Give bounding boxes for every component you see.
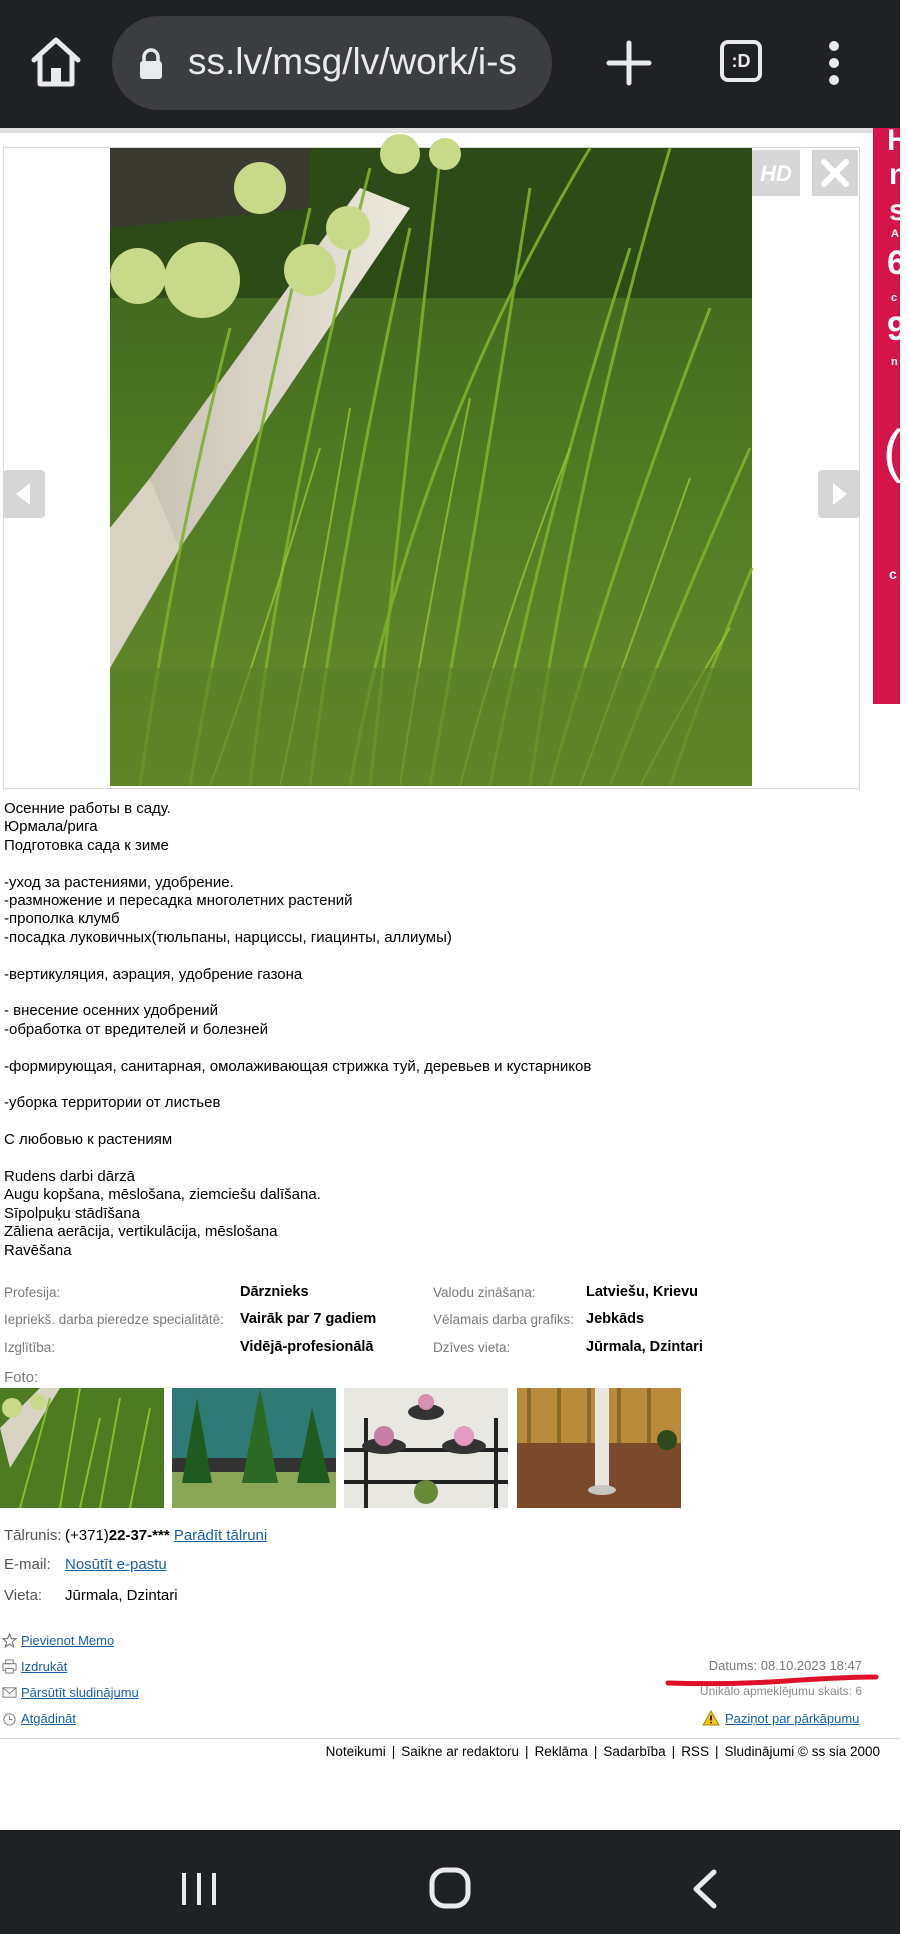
text-line: -уход за растениями, удобрение.: [4, 873, 234, 891]
tab-switcher-button[interactable]: :D: [720, 40, 762, 82]
phone-label: Tālrunis:: [4, 1527, 62, 1544]
home-icon[interactable]: [28, 34, 84, 90]
add-memo-link[interactable]: Pievienot Memo: [21, 1633, 115, 1648]
photo-thumbnail[interactable]: [0, 1388, 164, 1508]
hd-label: HD: [760, 161, 792, 186]
text-line: Zāliena aerācija, vertikulācija, mēslošana: [4, 1223, 278, 1241]
languages-value: Latviešu, Krievu: [586, 1284, 699, 1300]
place-label: Vieta:: [4, 1587, 43, 1604]
text-line: [4, 1113, 854, 1131]
text-line: -размножение и пересадка многолетних растений: [4, 892, 353, 910]
main-photo[interactable]: [110, 148, 752, 786]
ad-letter: s: [889, 194, 906, 227]
close-icon[interactable]: [812, 150, 858, 196]
footer-links: Noteikumi | Saikne ar redaktoru | Reklāma | Sadarbība | RSS | Sludinājumi © ss sia 2000: [325, 1744, 880, 1759]
url-text[interactable]: ss.lv/msg/lv/work/i-s: [188, 41, 517, 82]
text-line: Юрмала/рига: [4, 818, 98, 836]
ad-letter: c: [891, 292, 898, 304]
text-line: [4, 1039, 854, 1057]
remind-link[interactable]: Atgādināt: [21, 1711, 76, 1726]
ad-letter: n: [889, 158, 908, 191]
text-line: -уборка территории от листьев: [4, 1094, 221, 1112]
ad-date: Datums: 08.10.2023 18:47: [708, 1658, 862, 1673]
printer-icon: [2, 1659, 17, 1674]
footer-link-advertising[interactable]: Reklāma: [534, 1744, 588, 1759]
text-line: Augu kopšana, mēslošana, ziemciešu dalīšana.: [4, 1186, 321, 1204]
chevron-left-icon: [3, 470, 45, 518]
home-nav-icon[interactable]: [428, 1866, 472, 1910]
photo-thumbnail[interactable]: [517, 1388, 681, 1508]
footer-link-cooperation[interactable]: Sadarbība: [603, 1744, 666, 1759]
residence-label: Dzīves vieta:: [433, 1340, 511, 1355]
more-menu-icon[interactable]: [826, 38, 842, 88]
schedule-label: Vēlamais darba grafiks:: [433, 1312, 575, 1327]
chevron-right-icon: [818, 470, 860, 518]
show-phone-link[interactable]: Parādīt tālruni: [173, 1527, 268, 1544]
unique-visits: Unikālo apmeklējumu skaits: 6: [699, 1684, 862, 1698]
text-line: -прополка клумб: [4, 910, 120, 928]
recent-apps-icon[interactable]: [178, 1871, 220, 1907]
text-line: -обработка от вредителей и болезней: [4, 1020, 268, 1038]
languages-label: Valodu zināšana:: [433, 1285, 536, 1300]
profession-label: Profesija:: [4, 1285, 61, 1300]
text-line: Ravēšana: [4, 1241, 72, 1259]
hd-button[interactable]: [752, 150, 800, 196]
ad-letter: A: [891, 228, 899, 240]
new-tab-icon[interactable]: [604, 38, 654, 88]
footer-link-rules[interactable]: Noteikumi: [325, 1744, 386, 1759]
toolbar-divider: [0, 128, 900, 133]
photo-thumbnail[interactable]: [172, 1388, 336, 1508]
text-line: - внесение осенних удобрений: [4, 1002, 218, 1020]
footer-link-rss[interactable]: RSS: [681, 1744, 709, 1759]
report-violation-link[interactable]: Paziņot par pārkāpumu: [725, 1711, 860, 1726]
footer-divider: [0, 1738, 900, 1739]
text-line: -формирующая, санитарная, омолаживающая стрижка туй, деревьев и кустарников: [4, 1057, 592, 1075]
ad-letter: 9: [887, 310, 906, 348]
email-label: E-mail:: [4, 1556, 51, 1573]
annotation-underline: [666, 1673, 878, 1687]
text-line: -вертикуляция, аэрация, удобрение газона: [4, 965, 303, 983]
warning-icon: [702, 1710, 720, 1726]
text-line: [4, 984, 854, 1002]
text-line: С любовью к растениям: [4, 1131, 173, 1149]
text-line: Rudens darbi dārzā: [4, 1168, 135, 1186]
text-line: [4, 947, 854, 965]
text-line: [4, 855, 854, 873]
experience-label: Iepriekš. darba pieredze specialitātē:: [4, 1312, 224, 1327]
experience-value: Vairāk par 7 gadiem: [240, 1311, 377, 1327]
place-value: Jūrmala, Dzintari: [65, 1587, 178, 1604]
ad-letter: 6: [887, 244, 906, 282]
ad-letter: (: [883, 419, 903, 484]
star-icon: [2, 1633, 17, 1648]
phone-prefix: (+371): [65, 1527, 109, 1544]
photos-label: Foto:: [4, 1369, 39, 1386]
schedule-value: Jebkāds: [586, 1311, 645, 1327]
phone-number: 22-37-***: [108, 1527, 170, 1544]
phone-value: [65, 1527, 267, 1544]
text-line: Sīpolpuķu stādīšana: [4, 1204, 140, 1222]
education-value: Vidējā-profesionālā: [240, 1339, 374, 1355]
send-email-link[interactable]: Nosūtīt e-pastu: [65, 1556, 167, 1573]
lock-icon: [138, 48, 164, 80]
profession-value: Dārznieks: [240, 1284, 309, 1300]
text-line: -посадка луковичных(тюльпаны, нарциссы, гиацинты, аллиумы): [4, 928, 452, 946]
ad-letter: H: [887, 124, 909, 157]
photo-thumbnail[interactable]: [344, 1388, 508, 1508]
residence-value: Jūrmala, Dzintari: [586, 1339, 703, 1355]
text-line: Подготовка сада к зиме: [4, 836, 169, 854]
forward-ad-link[interactable]: Pārsūtīt sludinājumu: [21, 1685, 139, 1700]
ad-banner[interactable]: [873, 124, 909, 704]
footer-link-contact-editor[interactable]: Saikne ar redaktoru: [401, 1744, 520, 1759]
print-link[interactable]: Izdrukāt: [21, 1659, 68, 1674]
ad-letter: n: [891, 356, 898, 368]
ad-letter: c: [889, 566, 897, 582]
text-line: [4, 1150, 854, 1168]
envelope-icon: [2, 1685, 17, 1700]
previous-photo-button[interactable]: [3, 470, 45, 518]
text-line: [4, 1076, 854, 1094]
footer-copyright: Sludinājumi © ss sia 2000: [724, 1744, 880, 1759]
text-line: Осенние работы в саду.: [4, 800, 171, 817]
next-photo-button[interactable]: [818, 470, 860, 518]
alarm-clock-icon: [2, 1711, 17, 1726]
ad-description: [4, 800, 854, 1260]
back-icon[interactable]: [690, 1868, 720, 1910]
education-label: Izglītība:: [4, 1340, 56, 1355]
